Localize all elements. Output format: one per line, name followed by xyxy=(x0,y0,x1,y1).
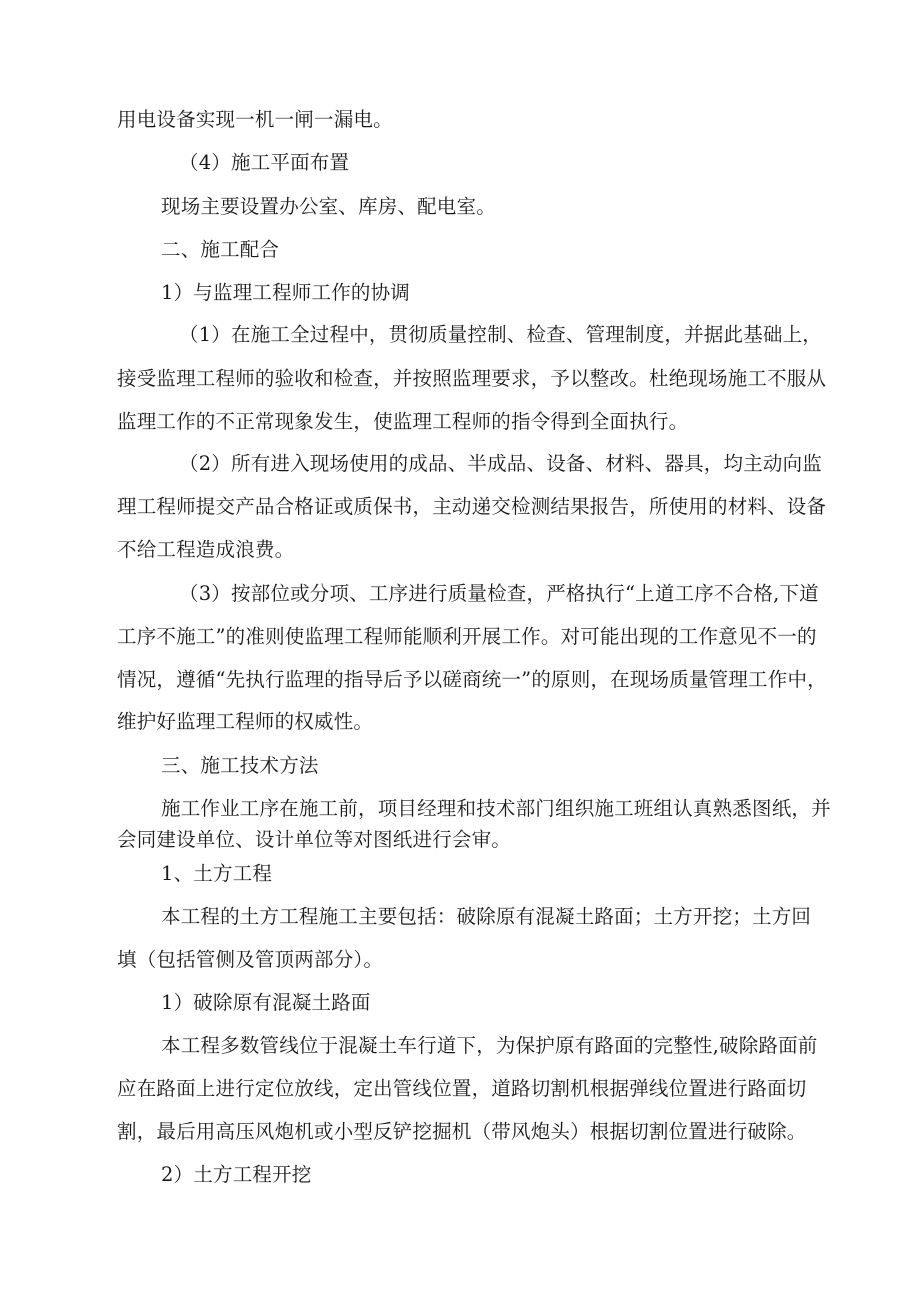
text-line: 填（包括管侧及管顶两部分）。 xyxy=(117,948,384,971)
text-line: 本工程的土方工程施工主要包括：破除原有混凝土路面；土方开挖；土方回 xyxy=(161,905,812,928)
text-line: 割，最后用高压风炮机或小型反铲挖掘机（带风炮头）根据切割位置进行破除。 xyxy=(117,1120,807,1143)
text-line: 本工程多数管线位于混凝土车行道下，为保护原有路面的完整性,破除路面前 xyxy=(161,1034,818,1057)
section-heading: 1）与监理工程师工作的协调 xyxy=(161,281,411,304)
text-line: 维护好监理工程师的权威性。 xyxy=(117,710,374,733)
section-heading: 2）土方工程开挖 xyxy=(161,1163,312,1186)
section-heading: 三、施工技术方法 xyxy=(161,754,319,777)
text-line: 应在路面上进行定位放线，定出管线位置，道路切割机根据弹线位置进行路面切 xyxy=(117,1077,807,1100)
text-line: 施工作业工序在施工前，项目经理和技术部门组织施工班组认真熟悉图纸，并 xyxy=(161,797,831,820)
text-line: 情况，遵循“先执行监理的指导后予以磋商统一”的原则，在现场质量管理工作中， xyxy=(117,668,827,691)
text-line: 接受监理工程师的验收和检查，并按照监理要求，予以整改。杜绝现场施工不服从 xyxy=(117,367,827,390)
text-line: 工序不施工”的准则使监理工程师能顺利开展工作。对可能出现的工作意见不一的 xyxy=(117,625,817,648)
text-line: 会同建设单位、设计单位等对图纸进行会审。 xyxy=(117,828,512,851)
section-heading: 1）破除原有混凝土路面 xyxy=(161,991,371,1014)
text-line: （3）按部位或分项、工序进行质量检查，严格执行“上道工序不合格,下道 xyxy=(179,582,819,605)
section-heading: 二、施工配合 xyxy=(161,238,280,261)
text-line: （2）所有进入现场使用的成品、半成品、设备、材料、器具，均主动向监 xyxy=(179,452,823,475)
section-heading: （4）施工平面布置 xyxy=(179,151,350,174)
text-line: 用电设备实现一机一闸一漏电。 xyxy=(117,108,393,131)
text-line: 理工程师提交产品合格证或质保书，主动递交检测结果报告，所使用的材料、设备 xyxy=(117,495,827,518)
section-heading: 1、土方工程 xyxy=(161,862,273,885)
text-line: 不给工程造成浪费。 xyxy=(117,538,295,561)
text-line: （1）在施工全过程中，贯彻质量控制、检查、管理制度，并据此基础上， xyxy=(179,323,823,346)
text-line: 现场主要设置办公室、库房、配电室。 xyxy=(161,195,496,218)
text-line: 监理工作的不正常现象发生，使监理工程师的指令得到全面执行。 xyxy=(117,410,689,433)
